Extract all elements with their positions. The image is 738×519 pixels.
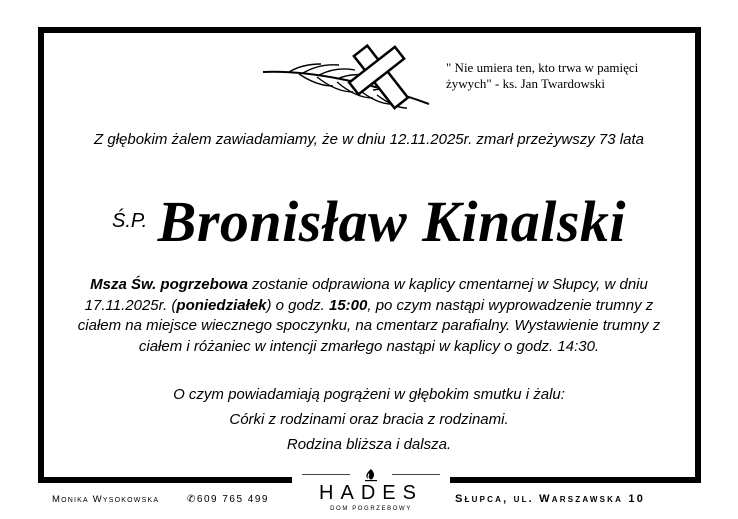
- logo-line-right: [392, 474, 440, 475]
- closing-line-2: Córki z rodzinami oraz bracia z rodzinami.: [229, 411, 509, 428]
- closing-notice: [0, 382, 738, 457]
- mass-text-3: , po czym nastąpi wyprowadzenie trumny z ciałem na miejsce wiecznego spoczynku, na cmentarz parafialny. Wystawienie trumny z ciałem i różaniec w intencji zmarłego nastąpi w kaplicy o godz. 14:30.: [77, 296, 661, 355]
- deceased-prefix: Ś.P.: [111, 210, 148, 232]
- quote-line-2: żywych" - ks. Jan Twardowski: [446, 76, 606, 91]
- quote-line-1: " Nie umiera ten, kto trwa w pamięci: [446, 60, 639, 75]
- closing-line-3: Rodzina bliższa i dalsza.: [286, 436, 452, 453]
- mass-text-2: ) o godz.: [266, 296, 329, 314]
- mass-weekday: poniedziałek: [176, 296, 267, 314]
- mass-text-1: zostanie odprawiona w kaplicy cmentarnej w Słupcy, w dniu 17.11.2025r. (: [84, 276, 648, 314]
- mass-time: 15:00: [328, 296, 368, 314]
- logo-line-left: [302, 474, 350, 475]
- hades-logo: [302, 468, 440, 516]
- flame-icon: [362, 468, 380, 482]
- closing-line-1: O czym powiadamiają pogrążeni w głębokim smutku i żalu:: [173, 386, 565, 403]
- quote: [446, 60, 686, 92]
- funeral-mass-details: [66, 275, 672, 357]
- deceased-name-row: [0, 188, 738, 255]
- deceased-name: Bronisław Kinalski: [157, 189, 627, 254]
- logo-title: HADES: [319, 482, 423, 504]
- mass-intro: Msza Św. pogrzebowa: [90, 276, 248, 293]
- logo-subtitle: DOM POGRZEBOWY: [330, 506, 412, 512]
- address: Słupca, ul. Warszawska 10: [455, 493, 646, 505]
- contact-phone: ✆609 765 499: [187, 494, 269, 505]
- cross-with-palm-icon: [259, 42, 441, 114]
- contact-name: Monika Wysokowska: [52, 494, 160, 505]
- death-announcement: Z głębokim żalem zawiadamiamy, że w dniu 12.11.2025r. zmarł przeżywszy 73 lata: [94, 131, 644, 148]
